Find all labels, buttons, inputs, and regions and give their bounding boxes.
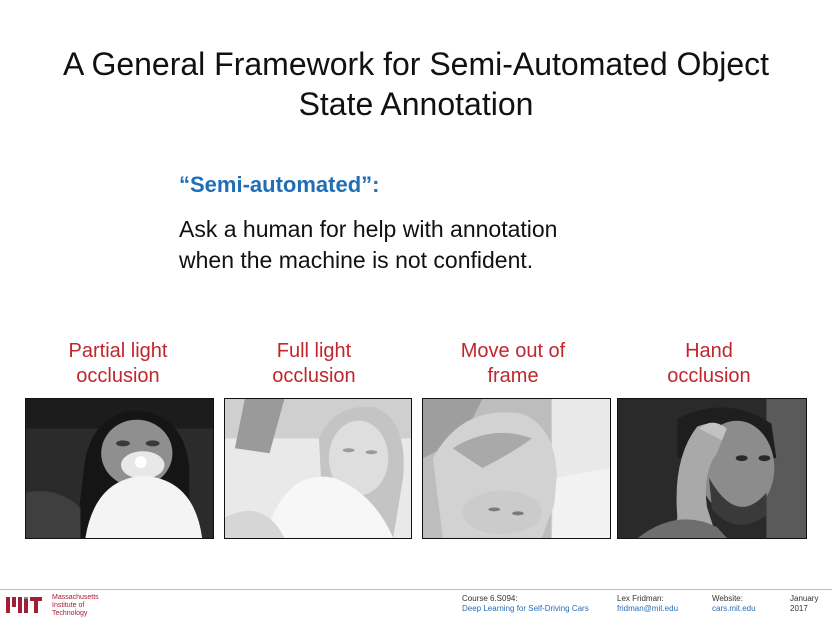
photo-full-light-occlusion — [224, 398, 412, 539]
slide-title-line-2: State Annotation — [298, 86, 534, 122]
instructor-label: Lex Fridman: — [617, 594, 664, 603]
footer-divider — [0, 589, 832, 590]
slide-title-line-1: A General Framework for Semi-Automated Object — [62, 46, 770, 82]
mit-logo — [6, 595, 46, 615]
course-label: Course 6.S094: — [462, 594, 518, 603]
footer-instructor — [617, 594, 678, 614]
instructor-email-link[interactable]: fridman@mit.edu — [617, 604, 679, 613]
caption-partial-light-occlusion — [23, 339, 213, 389]
caption-hand-occlusion — [614, 339, 804, 389]
institution-line-1: Massachusetts — [52, 594, 99, 601]
course-link[interactable]: Deep Learning for Self-Driving Cars — [462, 604, 589, 613]
footer-date — [790, 594, 818, 614]
caption-move-out-of-frame — [418, 339, 608, 389]
caption-line-1: Move out of — [460, 340, 566, 362]
subheading: “Semi-automated”: — [179, 172, 380, 197]
footer-course — [462, 594, 589, 614]
footer-website — [712, 594, 756, 614]
caption-line-2: occlusion — [272, 365, 356, 387]
description-line-1: Ask a human for help with annotation — [179, 216, 558, 242]
website-link[interactable]: cars.mit.edu — [712, 604, 756, 613]
description — [179, 214, 557, 276]
caption-line-1: Hand — [685, 340, 733, 362]
slide-title — [0, 44, 832, 124]
date-month: January — [790, 594, 819, 603]
photo-move-out-of-frame — [422, 398, 611, 539]
institution-line-3: Technology — [52, 610, 88, 617]
caption-line-1: Partial light — [68, 340, 168, 362]
caption-full-light-occlusion — [219, 339, 409, 389]
caption-line-2: occlusion — [667, 365, 751, 387]
description-line-2: when the machine is not confident. — [179, 247, 534, 273]
photo-partial-light-occlusion — [25, 398, 214, 539]
mit-institution-name — [52, 594, 99, 618]
institution-line-2: Institute of — [52, 602, 85, 609]
date-year: 2017 — [790, 604, 808, 613]
caption-line-1: Full light — [276, 340, 352, 362]
caption-line-2: occlusion — [76, 365, 160, 387]
website-label: Website: — [712, 594, 743, 603]
photo-hand-occlusion — [617, 398, 807, 539]
caption-line-2: frame — [487, 365, 539, 387]
